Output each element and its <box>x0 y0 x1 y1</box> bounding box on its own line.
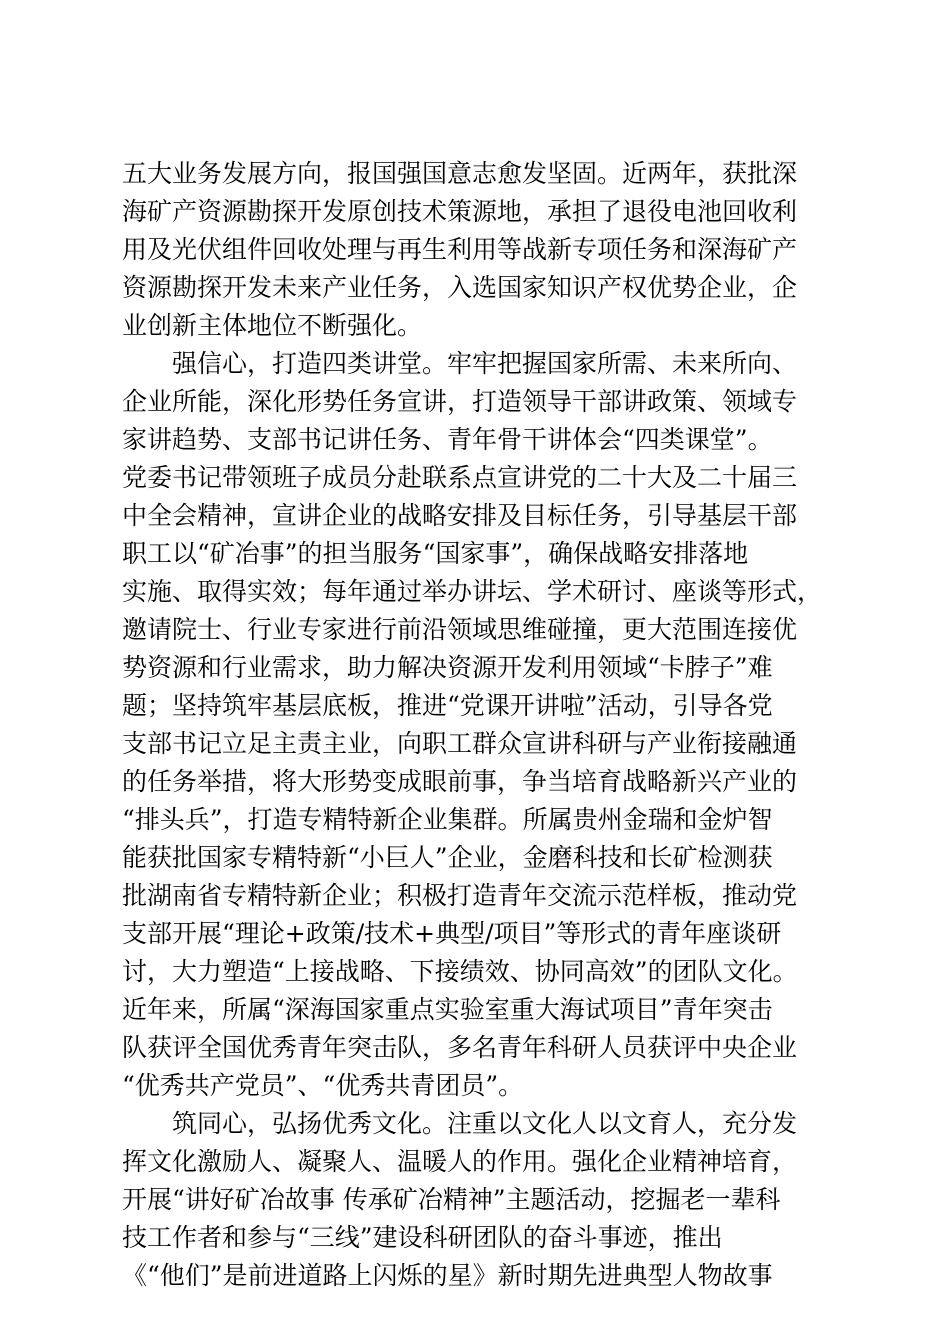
text-line: 强信心，打造四类讲堂。牢牢把握国家所需、未来所向、 <box>172 349 798 378</box>
text-line: 技工作者和参与“三线”建设科研团队的奋斗事迹，推出 <box>122 1223 723 1252</box>
text-line: 资源勘探开发未来产业任务，入选国家知识产权优势企业，企 <box>122 273 798 302</box>
text-line: 队获评全国优秀青年突击队，多名青年科研人员获评中央企业 <box>122 1033 798 1062</box>
paragraph-1 <box>122 155 834 345</box>
text-line: 五大业务发展方向，报国强国意志愈发坚固。近两年，获批深 <box>122 159 798 188</box>
text-line: 筑同心，弘扬优秀文化。注重以文化人以文育人，充分发 <box>172 1109 798 1138</box>
text-line: 的任务举措，将大形势变成眼前事，争当培育战略新兴产业的 <box>122 767 798 796</box>
text-line: 题；坚持筑牢基层底板，推进“党课开讲啦”活动，引导各党 <box>122 691 773 720</box>
paragraph-3 <box>122 1105 834 1295</box>
text-line: 讨，大力塑造“上接战略、下接绩效、协同高效”的团队文化。 <box>122 957 798 986</box>
text-line: 中全会精神，宣讲企业的战略安排及目标任务，引导基层干部 <box>122 501 798 530</box>
text-line: 家讲趋势、支部书记讲任务、青年骨干讲体会“四类课堂”。 <box>122 425 773 454</box>
paragraph-2 <box>122 345 834 1105</box>
text-line: “优秀共产党员”、“优秀共青团员”。 <box>122 1071 524 1100</box>
text-line: 企业所能，深化形势任务宣讲，打造领导干部讲政策、领域专 <box>122 387 798 416</box>
text-line: 支部书记立足主责主业，向职工群众宣讲科研与产业衔接融通 <box>122 729 798 758</box>
text-line: 近年来，所属“深海国家重点实验室重大海试项目”青年突击 <box>122 995 773 1024</box>
text-line: 邀请院士、行业专家进行前沿领域思维碰撞，更大范围连接优 <box>122 615 798 644</box>
body-text <box>122 155 834 1295</box>
text-line: 实施、取得实效；每年通过举办讲坛、学术研讨、座谈等形式， <box>122 577 823 606</box>
text-line: 《“他们”是前进道路上闪烁的星》新时期先进典型人物故事 <box>122 1261 773 1290</box>
text-line: 势资源和行业需求，助力解决资源开发利用领域“卡脖子”难 <box>122 653 773 682</box>
text-line: 职工以“矿冶事”的担当服务“国家事”，确保战略安排落地 <box>122 539 749 568</box>
text-line: 支部开展“理论+政策/技术+典型/项目”等形式的青年座谈研 <box>122 919 782 948</box>
text-line: 海矿产资源勘探开发原创技术策源地，承担了退役电池回收利 <box>122 197 798 226</box>
text-line: “排头兵”，打造专精特新企业集群。所属贵州金瑞和金炉智 <box>122 805 773 834</box>
text-line: 能获批国家专精特新“小巨人”企业，金磨科技和长矿检测获 <box>122 843 773 872</box>
text-line: 党委书记带领班子成员分赴联系点宣讲党的二十大及二十届三 <box>122 463 798 492</box>
text-line: 开展“讲好矿冶故事 传承矿冶精神”主题活动，挖掘老一辈科 <box>122 1185 781 1214</box>
text-line: 挥文化激励人、凝聚人、温暖人的作用。强化企业精神培育， <box>122 1147 798 1176</box>
text-line: 用及光伏组件回收处理与再生利用等战新专项任务和深海矿产 <box>122 235 798 264</box>
text-line: 业创新主体地位不断强化。 <box>122 311 423 340</box>
text-line: 批湖南省专精特新企业；积极打造青年交流示范样板，推动党 <box>122 881 798 910</box>
